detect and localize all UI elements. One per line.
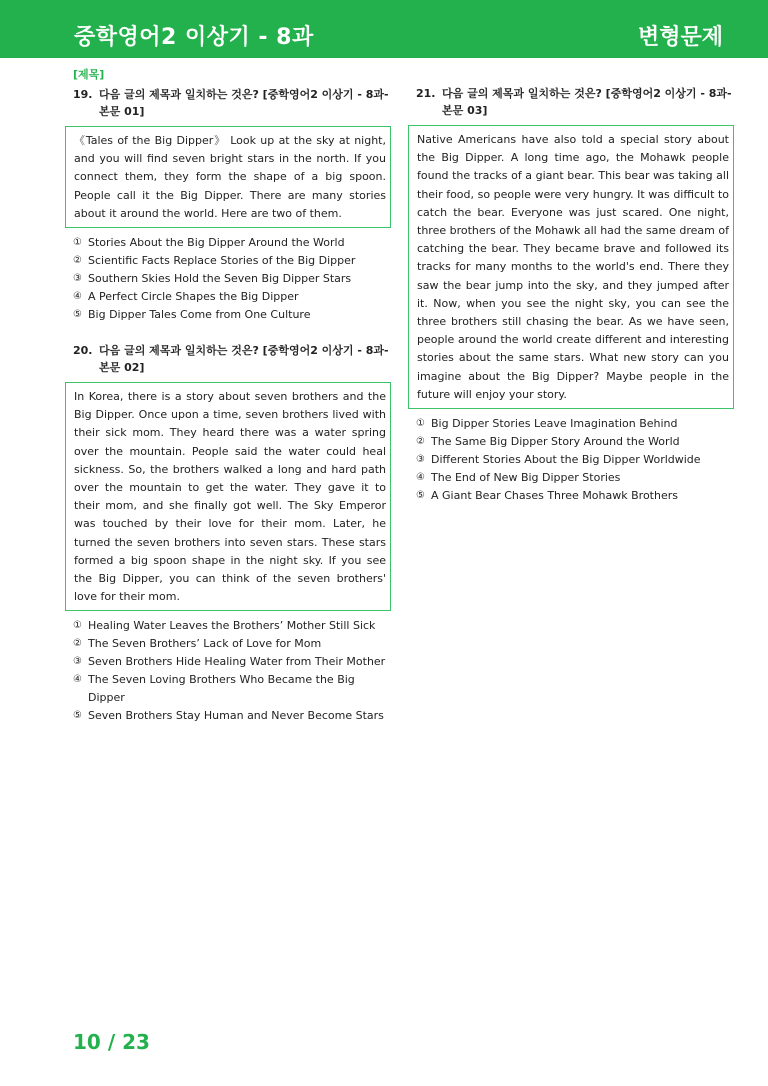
answer-choice[interactable] xyxy=(73,306,391,324)
answer-choice[interactable] xyxy=(416,487,734,505)
answer-choices xyxy=(416,415,734,505)
choice-marker: ⑤ xyxy=(416,490,425,502)
choice-marker: ② xyxy=(73,638,82,650)
question-19 xyxy=(73,86,391,324)
choice-text: The End of New Big Dipper Stories xyxy=(431,471,621,485)
choice-text: The Seven Brothers’ Lack of Love for Mom xyxy=(88,637,322,651)
choice-text: Stories About the Big Dipper Around the World xyxy=(88,236,345,250)
answer-choice[interactable] xyxy=(416,451,734,469)
answer-choice[interactable] xyxy=(416,469,734,487)
answer-choices xyxy=(73,234,391,324)
question-21 xyxy=(416,85,734,505)
choice-text: The Same Big Dipper Story Around the World xyxy=(431,435,680,449)
choice-marker: ⑤ xyxy=(73,309,82,321)
choice-marker: ② xyxy=(416,436,425,448)
page-separator: / xyxy=(107,1030,116,1054)
choice-text: Big Dipper Stories Leave Imagination Behind xyxy=(431,417,678,431)
choice-text: Seven Brothers Stay Human and Never Become Stars xyxy=(88,709,384,723)
question-prompt: 다음 글의 제목과 일치하는 것은? [중학영어2 이상기 - 8과- xyxy=(99,344,389,358)
question-prompt: 다음 글의 제목과 일치하는 것은? [중학영어2 이상기 - 8과- xyxy=(442,87,732,100)
choice-marker: ① xyxy=(416,418,425,430)
question-prompt: 다음 글의 제목과 일치하는 것은? [중학영어2 이상기 - 8과- xyxy=(99,88,389,101)
left-column xyxy=(73,66,391,725)
answer-choice[interactable] xyxy=(73,653,391,671)
question-header xyxy=(73,86,391,120)
answer-choice[interactable] xyxy=(416,415,734,433)
answer-choice[interactable] xyxy=(73,617,391,635)
question-number: 20. xyxy=(73,344,93,358)
choice-text: Different Stories About the Big Dipper Worldwide xyxy=(431,453,701,467)
choice-marker: ③ xyxy=(416,454,425,466)
choice-text: Healing Water Leaves the Brothers’ Mother Still Sick xyxy=(88,619,376,633)
answer-choice[interactable] xyxy=(73,671,391,707)
choice-marker: ④ xyxy=(73,291,82,303)
choice-marker: ④ xyxy=(73,674,82,686)
page-number xyxy=(73,1030,150,1054)
question-source: 본문 03] xyxy=(442,104,488,117)
page-total: 23 xyxy=(122,1030,150,1054)
question-20 xyxy=(73,342,391,725)
choice-text: Seven Brothers Hide Healing Water from Their Mother xyxy=(88,655,386,669)
answer-choice[interactable] xyxy=(73,288,391,306)
answer-choices xyxy=(73,617,391,725)
choice-marker: ④ xyxy=(416,472,425,484)
section-tag: [제목] xyxy=(73,68,105,81)
choice-text: The Seven Loving Brothers Who Became the Big Dipper xyxy=(88,673,355,705)
choice-marker: ③ xyxy=(73,273,82,285)
choice-text: Southern Skies Hold the Seven Big Dipper Stars xyxy=(88,272,352,286)
choice-text: Scientific Facts Replace Stories of the Big Dipper xyxy=(88,254,356,268)
answer-choice[interactable] xyxy=(73,252,391,270)
answer-choice[interactable] xyxy=(73,234,391,252)
choice-marker: ① xyxy=(73,620,82,632)
question-number: 19. xyxy=(73,88,93,101)
worksheet-type-label: 변형문제 xyxy=(637,25,723,50)
choice-marker: ① xyxy=(73,237,82,249)
worksheet-title: 중학영어2 이상기 - 8과 xyxy=(74,25,314,50)
question-header xyxy=(73,342,391,376)
right-column xyxy=(416,85,734,505)
passage-box: Native Americans have also told a special story about the Big Dipper. A long time ago, the Mohawk people found the tracks of a giant bear. This bear was taking all their food, so people were very hungry. It was difficult to catch the bear. Everyone was just scared. One night, three brothers of the Mohawk all had the same dream of catching the bear. They became brave and followed its tracks for many months to the world's end. There they saw the bear jump into the sky, and they jumped after it. Now, when you see the night sky, you can see the three brothers still chasing the bear. As we have seen, people around the world create different and interesting stories about the same stars. What new story can you imagine about the Big Dipper? Maybe people in the future will enjoy your story. xyxy=(408,125,734,409)
page-header xyxy=(0,0,768,58)
choice-text: Big Dipper Tales Come from One Culture xyxy=(88,308,311,322)
answer-choice[interactable] xyxy=(73,707,391,725)
choice-marker: ⑤ xyxy=(73,710,82,722)
choice-marker: ③ xyxy=(73,656,82,668)
question-header xyxy=(416,85,734,119)
choice-text: A Giant Bear Chases Three Mohawk Brothers xyxy=(431,489,678,503)
passage-box: 《Tales of the Big Dipper》 Look up at the sky at night, and you will find seven bright stars in the north. If you connect them, they form the shape of a big spoon. People call it the Big Dipper. There are many stories about it around the world. Here are two of them. xyxy=(65,126,391,228)
answer-choice[interactable] xyxy=(416,433,734,451)
choice-text: A Perfect Circle Shapes the Big Dipper xyxy=(88,290,299,304)
answer-choice[interactable] xyxy=(73,270,391,288)
answer-choice[interactable] xyxy=(73,635,391,653)
page-current: 10 xyxy=(73,1030,101,1054)
choice-marker: ② xyxy=(73,255,82,267)
passage-box: In Korea, there is a story about seven brothers and the Big Dipper. Once upon a time, seven brothers lived with their sick mom. They heard there was a water spring over the mountain. People said the water could heal sickness. So, the brothers walked a long and hard path over the mountain to get the water. They gave it to their mom, and she finally got well. The Sky Emperor was touched by their love for their mom. Later, he turned the seven brothers into seven stars. These stars formed a big spoon shape in the night sky. If you see the Big Dipper, you can think of the seven brothers' love for their mom. xyxy=(65,382,391,611)
question-source: 본문 02] xyxy=(99,361,145,375)
question-source: 본문 01] xyxy=(99,105,145,118)
question-number: 21. xyxy=(416,87,436,100)
